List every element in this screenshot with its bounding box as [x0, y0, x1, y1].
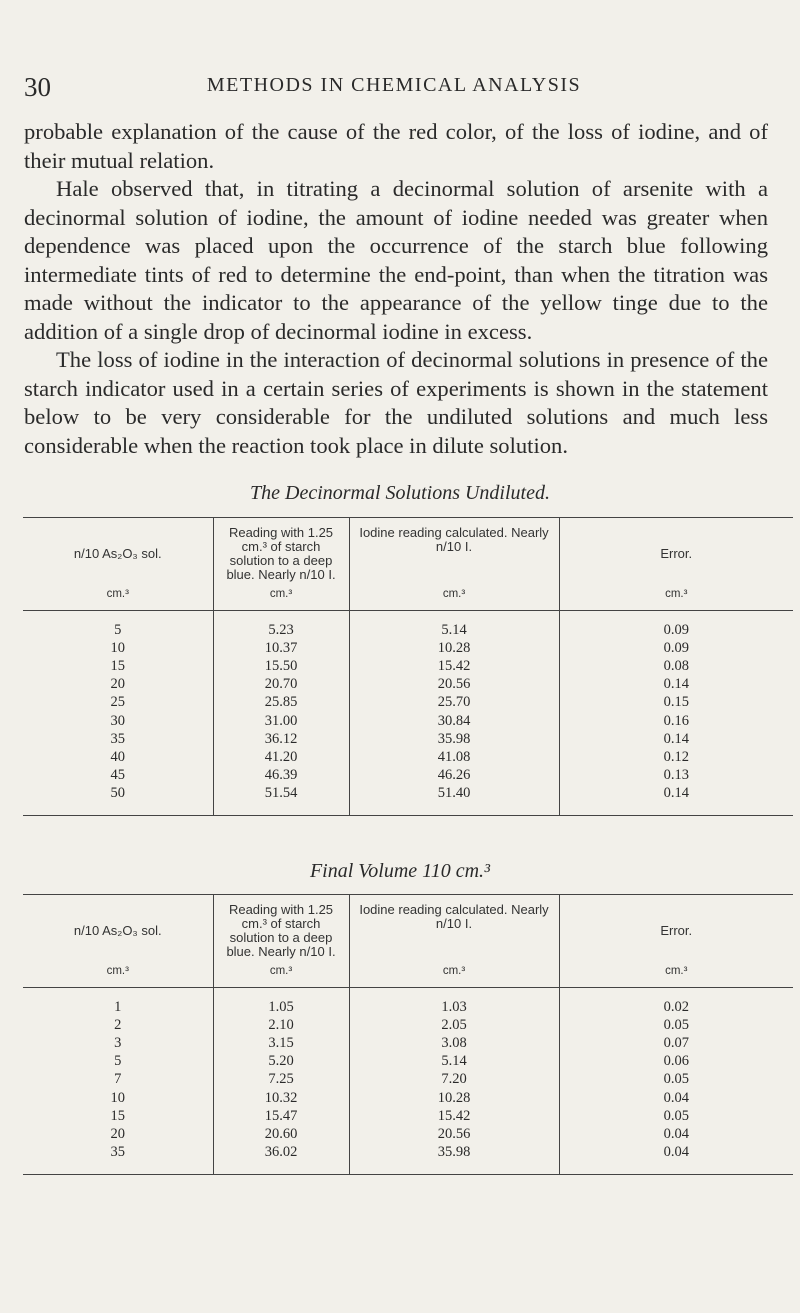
table-cell: 0.14 — [559, 676, 793, 694]
table-cell: 36.02 — [213, 1144, 349, 1175]
table-row — [23, 1034, 793, 1052]
table-cell: 30 — [110, 712, 125, 729]
table-cell: 35 — [110, 730, 125, 747]
table-cell: 1.03 — [349, 988, 559, 1017]
table-cell: 30.84 — [349, 712, 559, 730]
unit-label: cm.³ — [213, 959, 349, 988]
table-cell: 2 — [114, 1016, 122, 1033]
table-row — [23, 694, 793, 712]
column-header: Reading with 1.25 cm.³ of starch solution to a deep blue. Nearly n/10 I. — [213, 895, 349, 960]
table-row — [23, 639, 793, 657]
table-cell: 15 — [110, 1107, 125, 1124]
table-row — [23, 657, 793, 675]
table-row — [23, 1071, 793, 1089]
column-header: n/10 As₂O₃ sol. — [73, 923, 162, 938]
table-cell: 2.10 — [213, 1016, 349, 1034]
unit-label: cm.³ — [559, 959, 793, 988]
table-cell: 5.14 — [349, 611, 559, 640]
table-cell: 3.15 — [213, 1034, 349, 1052]
table-cell: 15 — [110, 657, 125, 674]
table-cell: 15.50 — [213, 657, 349, 675]
table-row — [23, 611, 793, 640]
table-cell: 46.39 — [213, 767, 349, 785]
table-row — [23, 730, 793, 748]
table-row — [23, 1144, 793, 1175]
table-cell: 2.05 — [349, 1016, 559, 1034]
table-cell: 51.54 — [213, 785, 349, 816]
table-row — [23, 988, 793, 1017]
table-cell: 46.26 — [349, 767, 559, 785]
table-cell: 0.13 — [559, 767, 793, 785]
table-cell: 20.56 — [349, 1125, 559, 1143]
table-cell: 0.05 — [559, 1016, 793, 1034]
body-text — [24, 118, 768, 460]
table-cell: 20.60 — [213, 1125, 349, 1143]
table-cell: 10.32 — [213, 1089, 349, 1107]
table-cell: 20.56 — [349, 676, 559, 694]
table-cell: 20.70 — [213, 676, 349, 694]
table-cell: 0.07 — [559, 1034, 793, 1052]
table-row — [23, 1016, 793, 1034]
table-cell: 0.12 — [559, 748, 793, 766]
unit-label: cm.³ — [349, 959, 559, 988]
page-number: 30 — [24, 72, 51, 102]
table-cell: 0.08 — [559, 657, 793, 675]
table-cell: 5.20 — [213, 1053, 349, 1071]
table-cell: 15.42 — [349, 1107, 559, 1125]
table-cell: 25 — [110, 694, 125, 711]
table-row — [23, 767, 793, 785]
table-cell: 36.12 — [213, 730, 349, 748]
data-table — [23, 894, 793, 1175]
unit-row — [23, 959, 793, 988]
table-cell: 0.15 — [559, 694, 793, 712]
paragraph: probable explanation of the cause of the red color, of the loss of iodine, and of their mutual relation. — [24, 119, 768, 173]
table-cell: 5.14 — [349, 1053, 559, 1071]
column-header: Error. — [559, 895, 793, 960]
paragraph: Hale observed that, in titrating a decinormal solution of arsenite with a decinormal solution of iodine, the amount of iodine needed was greater when dependence was placed upon the occurrence of the starch blue following intermediate tints of red to determine the end-point, than when the titration was made without the indicator to the appearance of the yellow tinge due to the addition of a single drop of decinormal iodine in excess. — [24, 176, 768, 344]
paragraph: The loss of iodine in the interaction of decinormal solutions in presence of the starch indicator used in a certain series of experiments is shown in the statement below to be very considerable for the undiluted solutions and much less considerable when the reaction took place in dilute solution. — [24, 347, 768, 458]
table-cell: 0.06 — [559, 1053, 793, 1071]
table-cell: 0.02 — [559, 988, 793, 1017]
table-row — [23, 748, 793, 766]
table-cell: 0.04 — [559, 1125, 793, 1143]
table-row — [23, 1089, 793, 1107]
table-cell: 35.98 — [349, 730, 559, 748]
table-cell: 10 — [110, 639, 125, 656]
table-header-row — [23, 895, 793, 960]
table-header-row — [23, 518, 793, 583]
table-cell: 10 — [110, 1089, 125, 1106]
table-cell: 1.05 — [213, 988, 349, 1017]
table-cell: 0.04 — [559, 1144, 793, 1175]
unit-label: cm.³ — [23, 582, 213, 611]
table-cell: 0.14 — [559, 730, 793, 748]
table-cell: 0.09 — [559, 639, 793, 657]
table-cell: 35.98 — [349, 1144, 559, 1175]
table-cell: 45 — [110, 767, 125, 784]
table-cell: 5.23 — [213, 611, 349, 640]
unit-row — [23, 582, 793, 611]
table-cell: 0.05 — [559, 1107, 793, 1125]
table-cell: 3.08 — [349, 1034, 559, 1052]
column-header: Reading with 1.25 cm.³ of starch solution to a deep blue. Nearly n/10 I. — [213, 518, 349, 583]
unit-label: cm.³ — [23, 959, 213, 988]
table-cell: 20 — [110, 676, 125, 693]
column-header: Iodine reading calculated. Nearly n/10 I. — [349, 518, 559, 583]
table-row — [23, 712, 793, 730]
column-header: n/10 As₂O₃ sol. — [73, 546, 162, 561]
table-cell: 0.14 — [559, 785, 793, 816]
table-cell: 7 — [114, 1071, 122, 1088]
table-cell: 0.09 — [559, 611, 793, 640]
table-cell: 35 — [110, 1144, 125, 1161]
table-row — [23, 676, 793, 694]
table-cell: 50 — [110, 785, 125, 802]
table-cell: 5 — [114, 621, 122, 638]
table-cell: 41.08 — [349, 748, 559, 766]
table-row — [23, 1125, 793, 1143]
table-cell: 25.70 — [349, 694, 559, 712]
table-row — [23, 1107, 793, 1125]
data-table — [23, 517, 793, 816]
table-cell: 0.05 — [559, 1071, 793, 1089]
unit-label: cm.³ — [349, 582, 559, 611]
table-cell: 0.04 — [559, 1089, 793, 1107]
table-cell: 41.20 — [213, 748, 349, 766]
table-cell: 25.85 — [213, 694, 349, 712]
table-cell: 20 — [110, 1125, 125, 1142]
table-cell: 5 — [114, 1053, 122, 1070]
table-cell: 0.16 — [559, 712, 793, 730]
table-row — [23, 785, 793, 816]
table-cell: 15.47 — [213, 1107, 349, 1125]
table-cell: 15.42 — [349, 657, 559, 675]
table-cell: 7.20 — [349, 1071, 559, 1089]
table-title: Final Volume 110 cm.³ — [309, 860, 491, 882]
running-head: METHODS IN CHEMICAL ANALYSIS — [206, 74, 582, 96]
table-cell: 3 — [114, 1034, 122, 1051]
table-cell: 7.25 — [213, 1071, 349, 1089]
table-cell: 1 — [114, 998, 122, 1015]
unit-label: cm.³ — [213, 582, 349, 611]
table-cell: 10.28 — [349, 1089, 559, 1107]
unit-label: cm.³ — [559, 582, 793, 611]
table-cell: 40 — [110, 748, 125, 765]
table-cell: 51.40 — [349, 785, 559, 816]
table-cell: 31.00 — [213, 712, 349, 730]
column-header: Iodine reading calculated. Nearly n/10 I. — [349, 895, 559, 960]
table-cell: 10.28 — [349, 639, 559, 657]
table-row — [23, 1053, 793, 1071]
column-header: Error. — [559, 518, 793, 583]
table-title: The Decinormal Solutions Undiluted. — [250, 482, 550, 504]
page-header — [24, 72, 764, 112]
table-cell: 10.37 — [213, 639, 349, 657]
